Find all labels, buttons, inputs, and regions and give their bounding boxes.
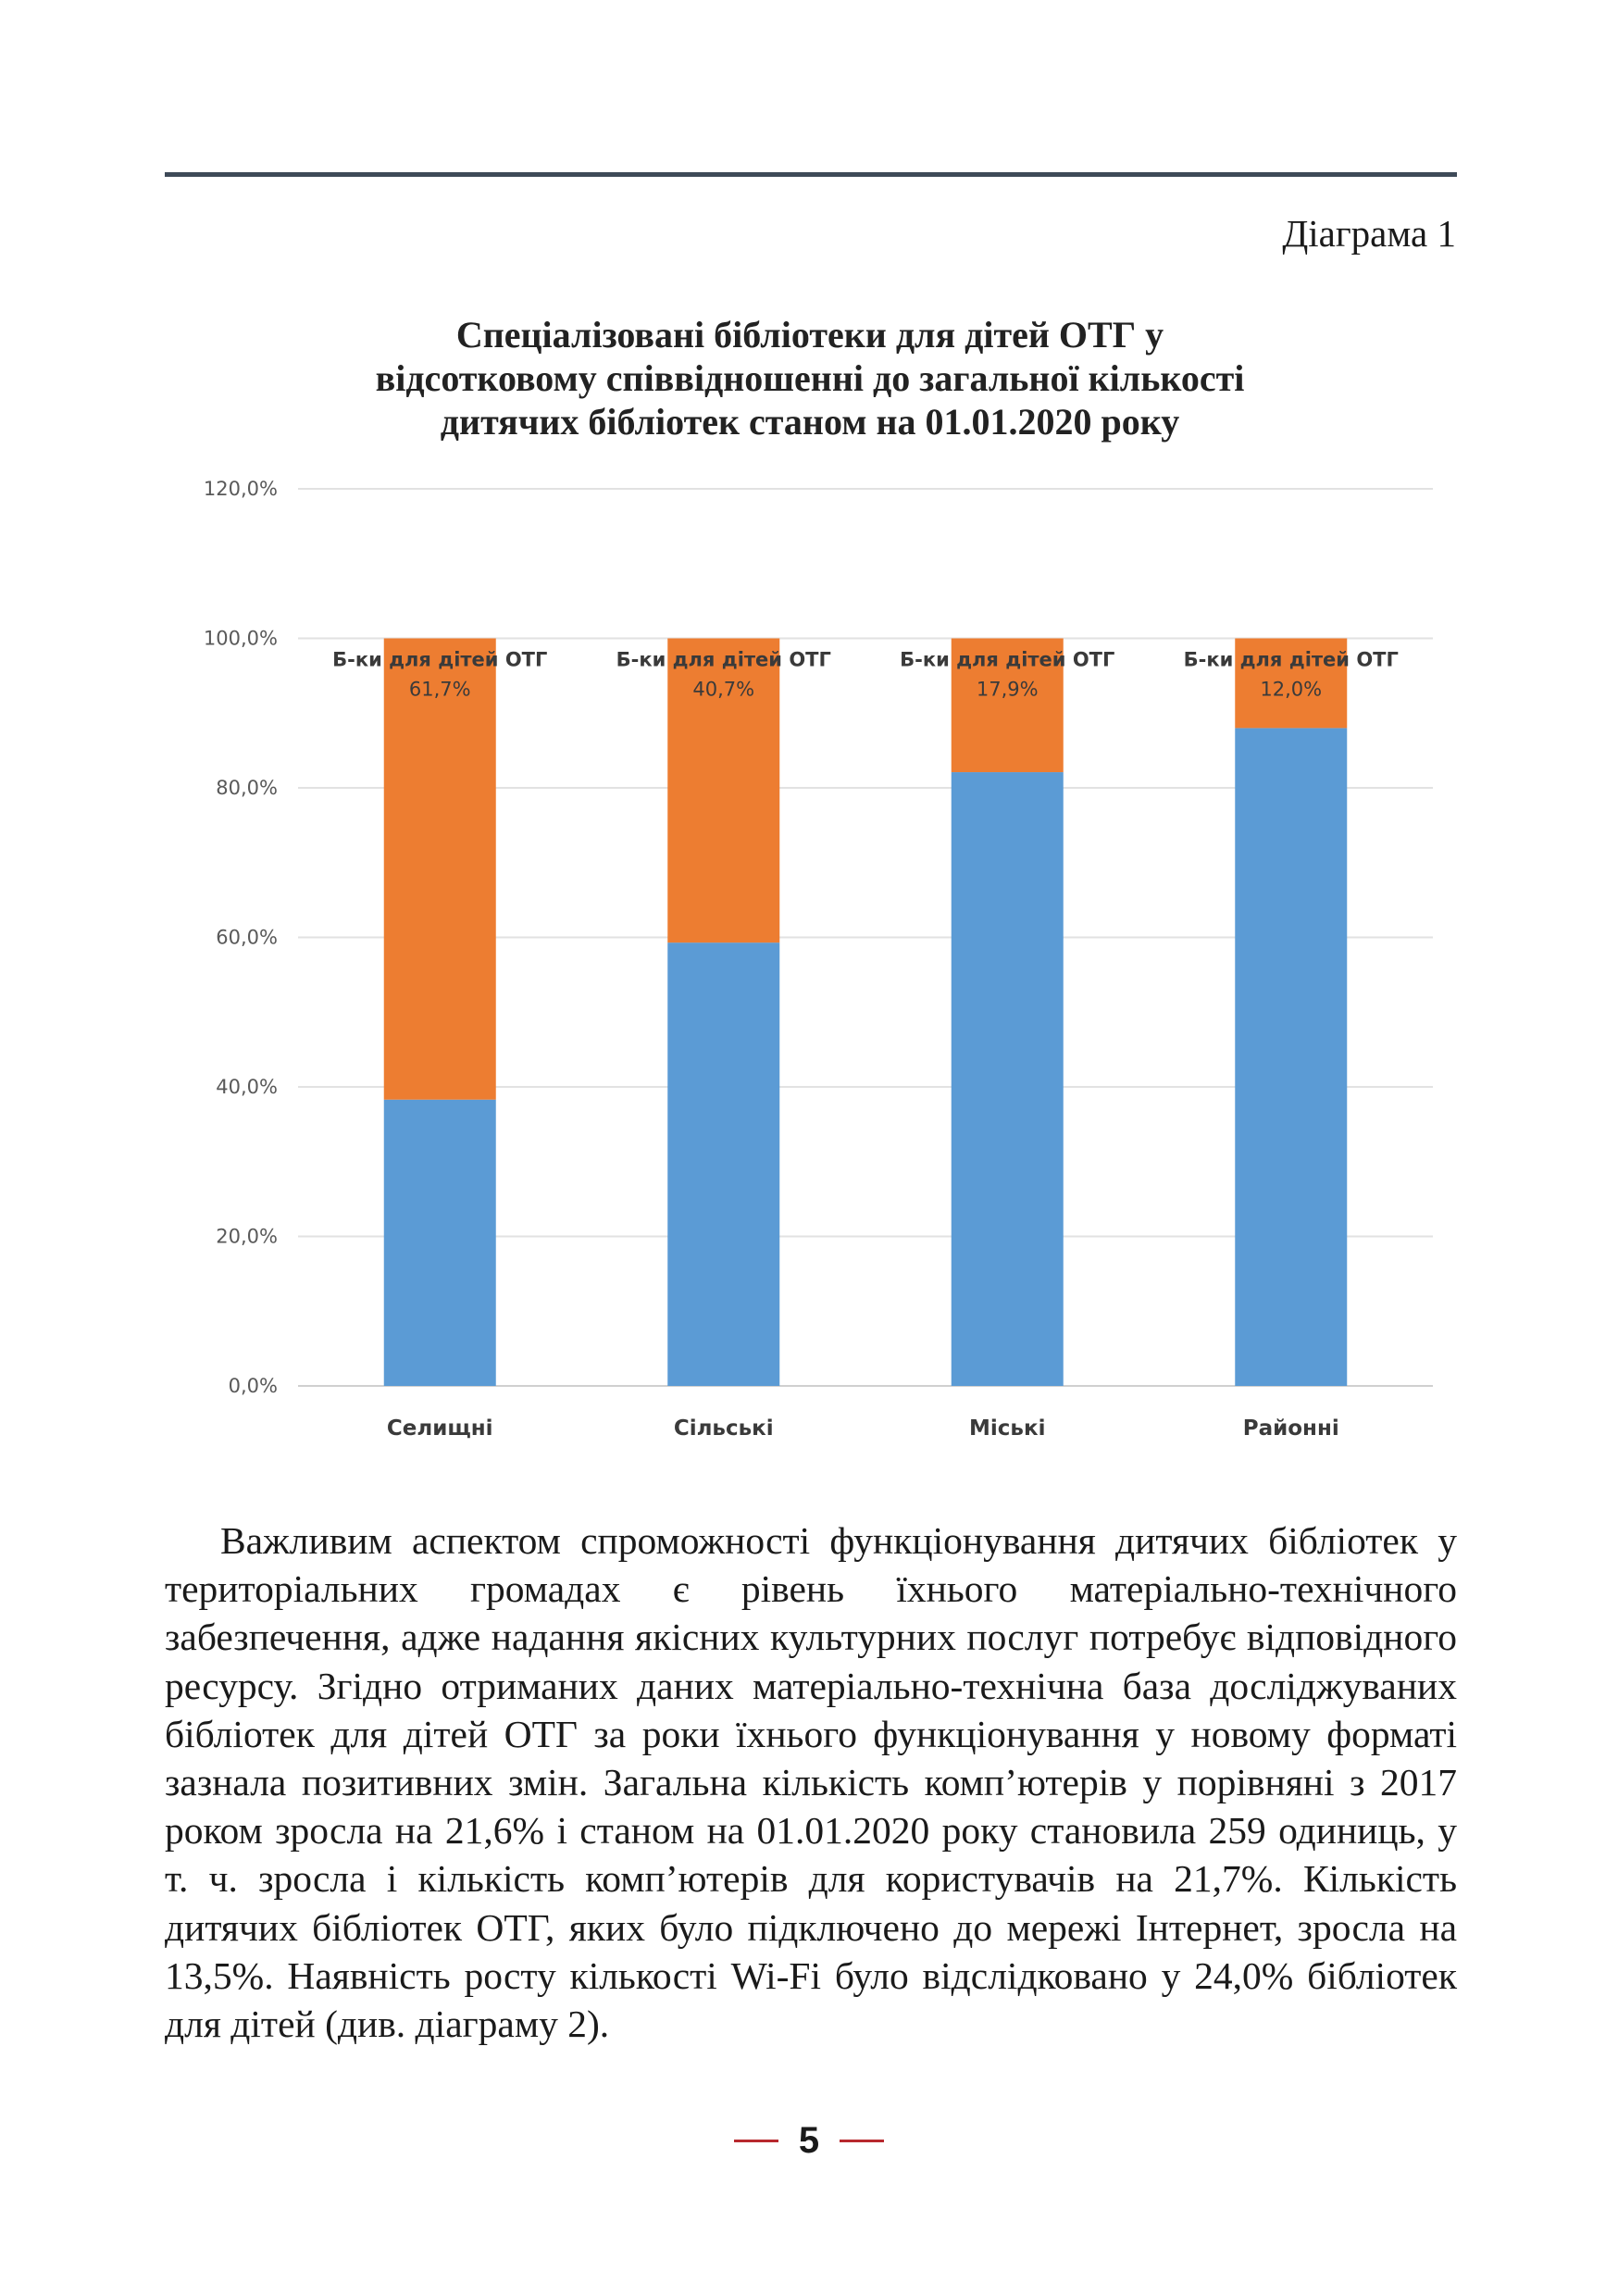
data-label-series-name: Б-ки для дітей ОТГ xyxy=(616,648,831,671)
y-tick-label: 120,0% xyxy=(203,478,278,500)
bar-segment-otg xyxy=(384,639,496,1100)
y-tick-label: 80,0% xyxy=(216,777,278,799)
x-category-label: Міські xyxy=(969,1416,1046,1441)
body-paragraph: Важливим аспектом спроможності функціонування дитячих бібліотек у територіальних громадах є рівень їхнього матеріально-технічного забезпечення, адже надання якісних культурних послуг потребує відповідного ресурсу. Згідно отриманих даних матеріально-технічна база досліджуваних бібліотек для дітей ОТГ за роки їхнього функціонування у новому форматі зазнала позитивних змін. Загальна кількість комп’ютерів у порівняні з 2017 роком зросла на 21,6% і станом на 01.01.2020 року становила 259 одиниць, у т. ч. зросла і кількість комп’ютерів для користувачів на 21,7%. Кількість дитячих бібліотек ОТГ, яких було підключено до мережі Інтернет, зросла на 13,5%. Наявність росту кількості Wi-Fi було відслідковано у 24,0% бібліотек для дітей (див. діаграму 2). xyxy=(165,1519,1457,2046)
data-label-series-name: Б-ки для дітей ОТГ xyxy=(332,648,548,671)
x-category-label: Районні xyxy=(1242,1416,1339,1441)
y-tick-label: 0,0% xyxy=(228,1375,278,1397)
body-text xyxy=(165,1516,1457,2048)
chart-title-line-1: Спеціалізовані бібліотеки для дітей ОТГ у xyxy=(455,314,1164,356)
data-label-series-name: Б-ки для дітей ОТГ xyxy=(900,648,1115,671)
data-label-value: 40,7% xyxy=(692,678,755,701)
chart-title-line-3: дитячих бібліотек станом на 01.01.2020 року xyxy=(440,401,1180,443)
bar-segment-base xyxy=(952,772,1064,1386)
page-number-dash-left xyxy=(734,2140,778,2142)
diagram-label: Діаграма 1 xyxy=(1282,212,1456,255)
bar-segment-base xyxy=(1235,728,1347,1386)
y-tick-label: 20,0% xyxy=(216,1225,278,1248)
x-category-label: Сільські xyxy=(673,1416,774,1441)
data-label-series-name: Б-ки для дітей ОТГ xyxy=(1183,648,1399,671)
data-label-value: 12,0% xyxy=(1260,678,1323,701)
bar-segment-base xyxy=(667,942,779,1386)
y-tick-label: 60,0% xyxy=(216,926,278,949)
page-number-dash-right xyxy=(840,2140,884,2142)
page-number: 5 xyxy=(798,2120,820,2161)
data-label-value: 61,7% xyxy=(408,678,471,701)
data-label-value: 17,9% xyxy=(976,678,1039,701)
x-category-label: Селищні xyxy=(386,1416,493,1441)
y-tick-label: 40,0% xyxy=(216,1076,278,1098)
bar-segment-base xyxy=(384,1100,496,1386)
page-footer xyxy=(0,2120,1618,2162)
y-tick-label: 100,0% xyxy=(203,627,278,650)
chart-title-line-2: відсотковому співвідношенні до загальної кількості xyxy=(375,357,1245,399)
